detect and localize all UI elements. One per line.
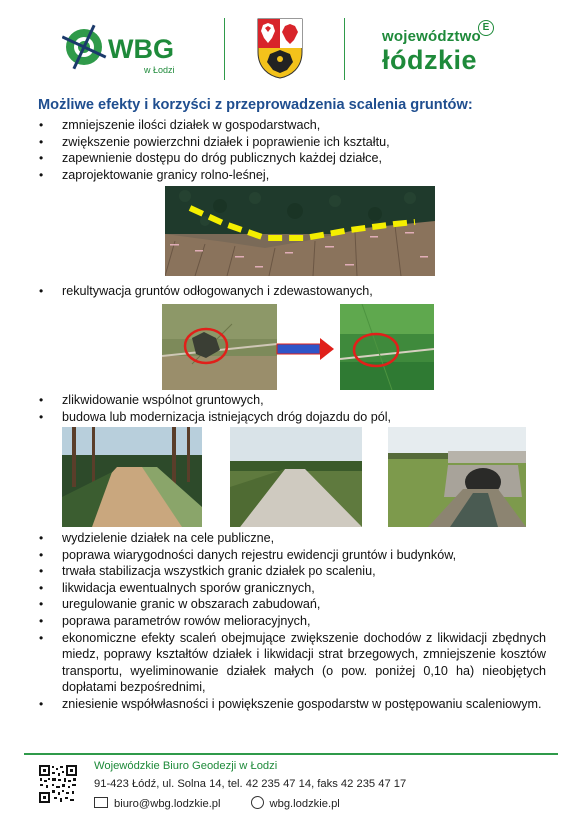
wbg-crosshair-icon (62, 25, 106, 70)
reclamation-before-photo (162, 304, 277, 390)
list-item: • zaprojektowanie granicy rolno-leśnej, (36, 167, 546, 184)
list-item: • zlikwidowanie wspólnot gruntowych, (36, 392, 546, 409)
website-link[interactable]: wbg.lodzkie.pl (269, 798, 340, 810)
lodzkie-region-logo (378, 20, 518, 80)
region-e-mark: E (478, 20, 494, 36)
forest-road-illustration (62, 427, 202, 527)
list-item: • poprawa wiarygodności danych rejestru ewidencji gruntów i budynków, (36, 547, 546, 564)
benefits-list-3 (36, 392, 546, 425)
list-item: • ekonomiczne efekty scaleń obejmujące zwiększenie dochodów z likwidacji zbędnych miedz, poprawy kształtów działek i likwidacji strat brzegowych, zmniejszenie kosztów transportu, wyeliminowanie działek małych (o pow. poniżej 0,10 ha) nieobjętych dopłatami bezpośrednimi, (36, 630, 546, 696)
list-item: • wydzielenie działek na cele publiczne, (36, 530, 546, 547)
field-road-illustration (230, 427, 362, 527)
globe-icon (251, 796, 264, 809)
list-item: • zmniejszenie ilości działek w gospodarstwach, (36, 117, 546, 134)
eagle-coat-of-arms-icon (255, 16, 305, 80)
list-item: • likwidacja ewentualnych sporów granicznych, (36, 580, 546, 597)
footer-divider (24, 753, 558, 755)
email-link[interactable]: biuro@wbg.lodzkie.pl (114, 798, 221, 810)
list-item: • poprawa parametrów rowów melioracyjnych, (36, 613, 546, 630)
list-item: • zniesienie współwłasności i powiększenie gospodarstw w postępowaniu scaleniowym. (36, 696, 546, 713)
list-item: • trwała stabilizacja wszystkich granic działek po scaleniu, (36, 563, 546, 580)
footer-address: 91-423 Łódź, ul. Solna 14, tel. 42 235 47 14, faks 42 235 47 17 (94, 778, 407, 790)
arrow-icon (277, 338, 334, 360)
header-divider-right (344, 18, 345, 80)
region-big-text: łódzkie (382, 45, 478, 75)
benefits-list-1 (36, 117, 546, 183)
page-title: Możliwe efekty i korzyści z przeprowadzenia scalenia gruntów: (38, 97, 473, 113)
forest-boundary-illustration (165, 186, 435, 276)
footer-contacts (94, 796, 340, 810)
envelope-icon (94, 797, 108, 808)
list-item: • zapewnienie dostępu do dróg publicznych każdej działce, (36, 150, 546, 167)
benefits-list-2 (36, 283, 546, 300)
reclamation-after-photo (340, 304, 434, 390)
list-item: • rekultywacja gruntów odłogowanych i zdewastowanych, (36, 283, 546, 300)
wbg-logo-subtext: w Łodzi (144, 65, 175, 75)
list-item: • uregulowanie granic w obszarach zabudowań, (36, 596, 546, 613)
forest-road-photo (62, 427, 202, 527)
reclamation-before-after (162, 304, 434, 390)
header (0, 0, 582, 95)
wbg-logo-text: WBG (108, 34, 174, 64)
culvert-illustration (388, 427, 526, 527)
reclamation-illustration (162, 304, 434, 390)
header-divider-left (224, 18, 225, 80)
region-small-text: województwo (382, 28, 481, 45)
list-item: • zwiększenie powierzchni działek i poprawienie ich kształtu, (36, 134, 546, 151)
benefits-list-4 (36, 530, 546, 713)
footer-org-name: Wojewódzkie Biuro Geodezji w Łodzi (94, 760, 278, 772)
wbg-logo (62, 20, 192, 80)
list-item: • budowa lub modernizacja istniejących dróg dojazdu do pól, (36, 409, 546, 426)
culvert-photo (388, 427, 526, 527)
forest-boundary-photo (165, 186, 435, 276)
field-road-photo (230, 427, 362, 527)
qr-code[interactable] (38, 764, 78, 804)
